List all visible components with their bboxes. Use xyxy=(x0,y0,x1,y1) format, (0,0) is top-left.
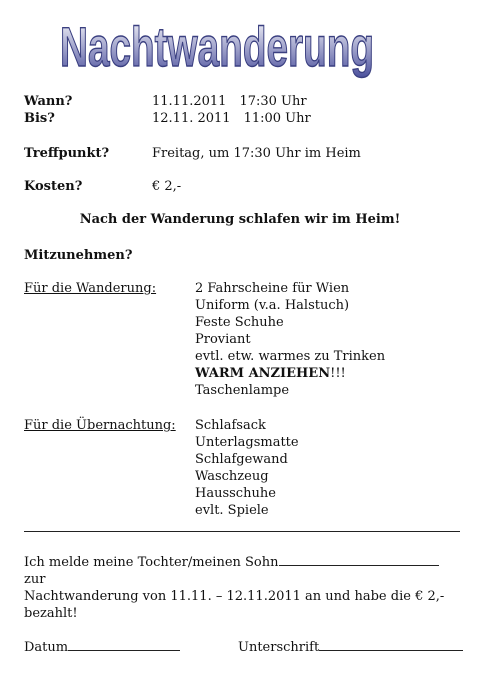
treffpunkt-label: Treffpunkt? xyxy=(24,146,110,161)
list-item: Schlafgewand xyxy=(195,452,288,467)
row-wann xyxy=(24,93,307,110)
list-item: Unterlagsmatte xyxy=(195,435,299,450)
uebernachtung-list xyxy=(195,417,299,519)
wanderung-list xyxy=(195,280,385,399)
wann-time: 17:30 Uhr xyxy=(239,94,307,109)
title-wordart xyxy=(58,8,378,80)
uebernachtung-label: Für die Übernachtung: xyxy=(24,418,176,433)
treffpunkt-value: Freitag, um 17:30 Uhr im Heim xyxy=(152,146,361,161)
kosten-label: Kosten? xyxy=(24,179,83,194)
registration-suffix: zur xyxy=(24,572,46,587)
title-text: Nachtwanderung xyxy=(60,15,374,78)
registration-line-2: Nachtwanderung von 11.11. – 12.11.2011 an und habe die € 2,- xyxy=(24,589,445,604)
notice-text: Nach der Wanderung schlafen wir im Heim! xyxy=(79,212,401,227)
registration-text xyxy=(24,553,464,622)
wann-date: 11.11.2011 xyxy=(152,94,227,109)
list-item: Taschenlampe xyxy=(195,383,290,398)
list-item: Feste Schuhe xyxy=(195,315,284,330)
signature-field-group xyxy=(238,638,463,655)
child-name-field[interactable] xyxy=(279,553,439,566)
list-item: evlt. Spiele xyxy=(195,503,269,518)
wanderung-label: Für die Wanderung: xyxy=(24,281,157,296)
registration-prefix: Ich melde meine Tochter/meinen Sohn xyxy=(24,555,279,570)
list-item: Waschzeug xyxy=(195,469,269,484)
list-item: evtl. etw. warmes zu Trinken xyxy=(195,349,386,364)
row-kosten xyxy=(24,178,181,195)
registration-line-3: bezahlt! xyxy=(24,606,78,621)
unterschrift-label: Unterschrift xyxy=(238,640,320,655)
registration-line-1 xyxy=(24,553,464,588)
bis-time: 11:00 Uhr xyxy=(243,111,311,126)
kosten-value: € 2,- xyxy=(152,179,182,194)
warm-suffix: !!! xyxy=(330,366,346,381)
cut-line-divider xyxy=(24,531,460,532)
datum-field[interactable] xyxy=(68,638,180,651)
datum-field-group xyxy=(24,638,180,655)
datum-label: Datum xyxy=(24,640,69,655)
row-treffpunkt xyxy=(24,145,361,162)
warm-bold-text: WARM ANZIEHEN xyxy=(195,366,331,381)
signature-field[interactable] xyxy=(319,638,463,651)
list-item: Schlafsack xyxy=(195,418,266,433)
list-item-warm xyxy=(195,365,385,382)
bis-date: 12.11. 2011 xyxy=(152,111,231,126)
mitnehmen-heading: Mitzunehmen? xyxy=(24,248,133,263)
list-item: 2 Fahrscheine für Wien xyxy=(195,281,350,296)
wann-label: Wann? xyxy=(24,94,73,109)
list-item: Hausschuhe xyxy=(195,486,276,501)
list-item: Proviant xyxy=(195,332,251,347)
row-bis xyxy=(24,110,311,127)
page-title xyxy=(58,8,378,80)
list-item: Uniform (v.a. Halstuch) xyxy=(195,298,350,313)
bis-label: Bis? xyxy=(24,111,55,126)
